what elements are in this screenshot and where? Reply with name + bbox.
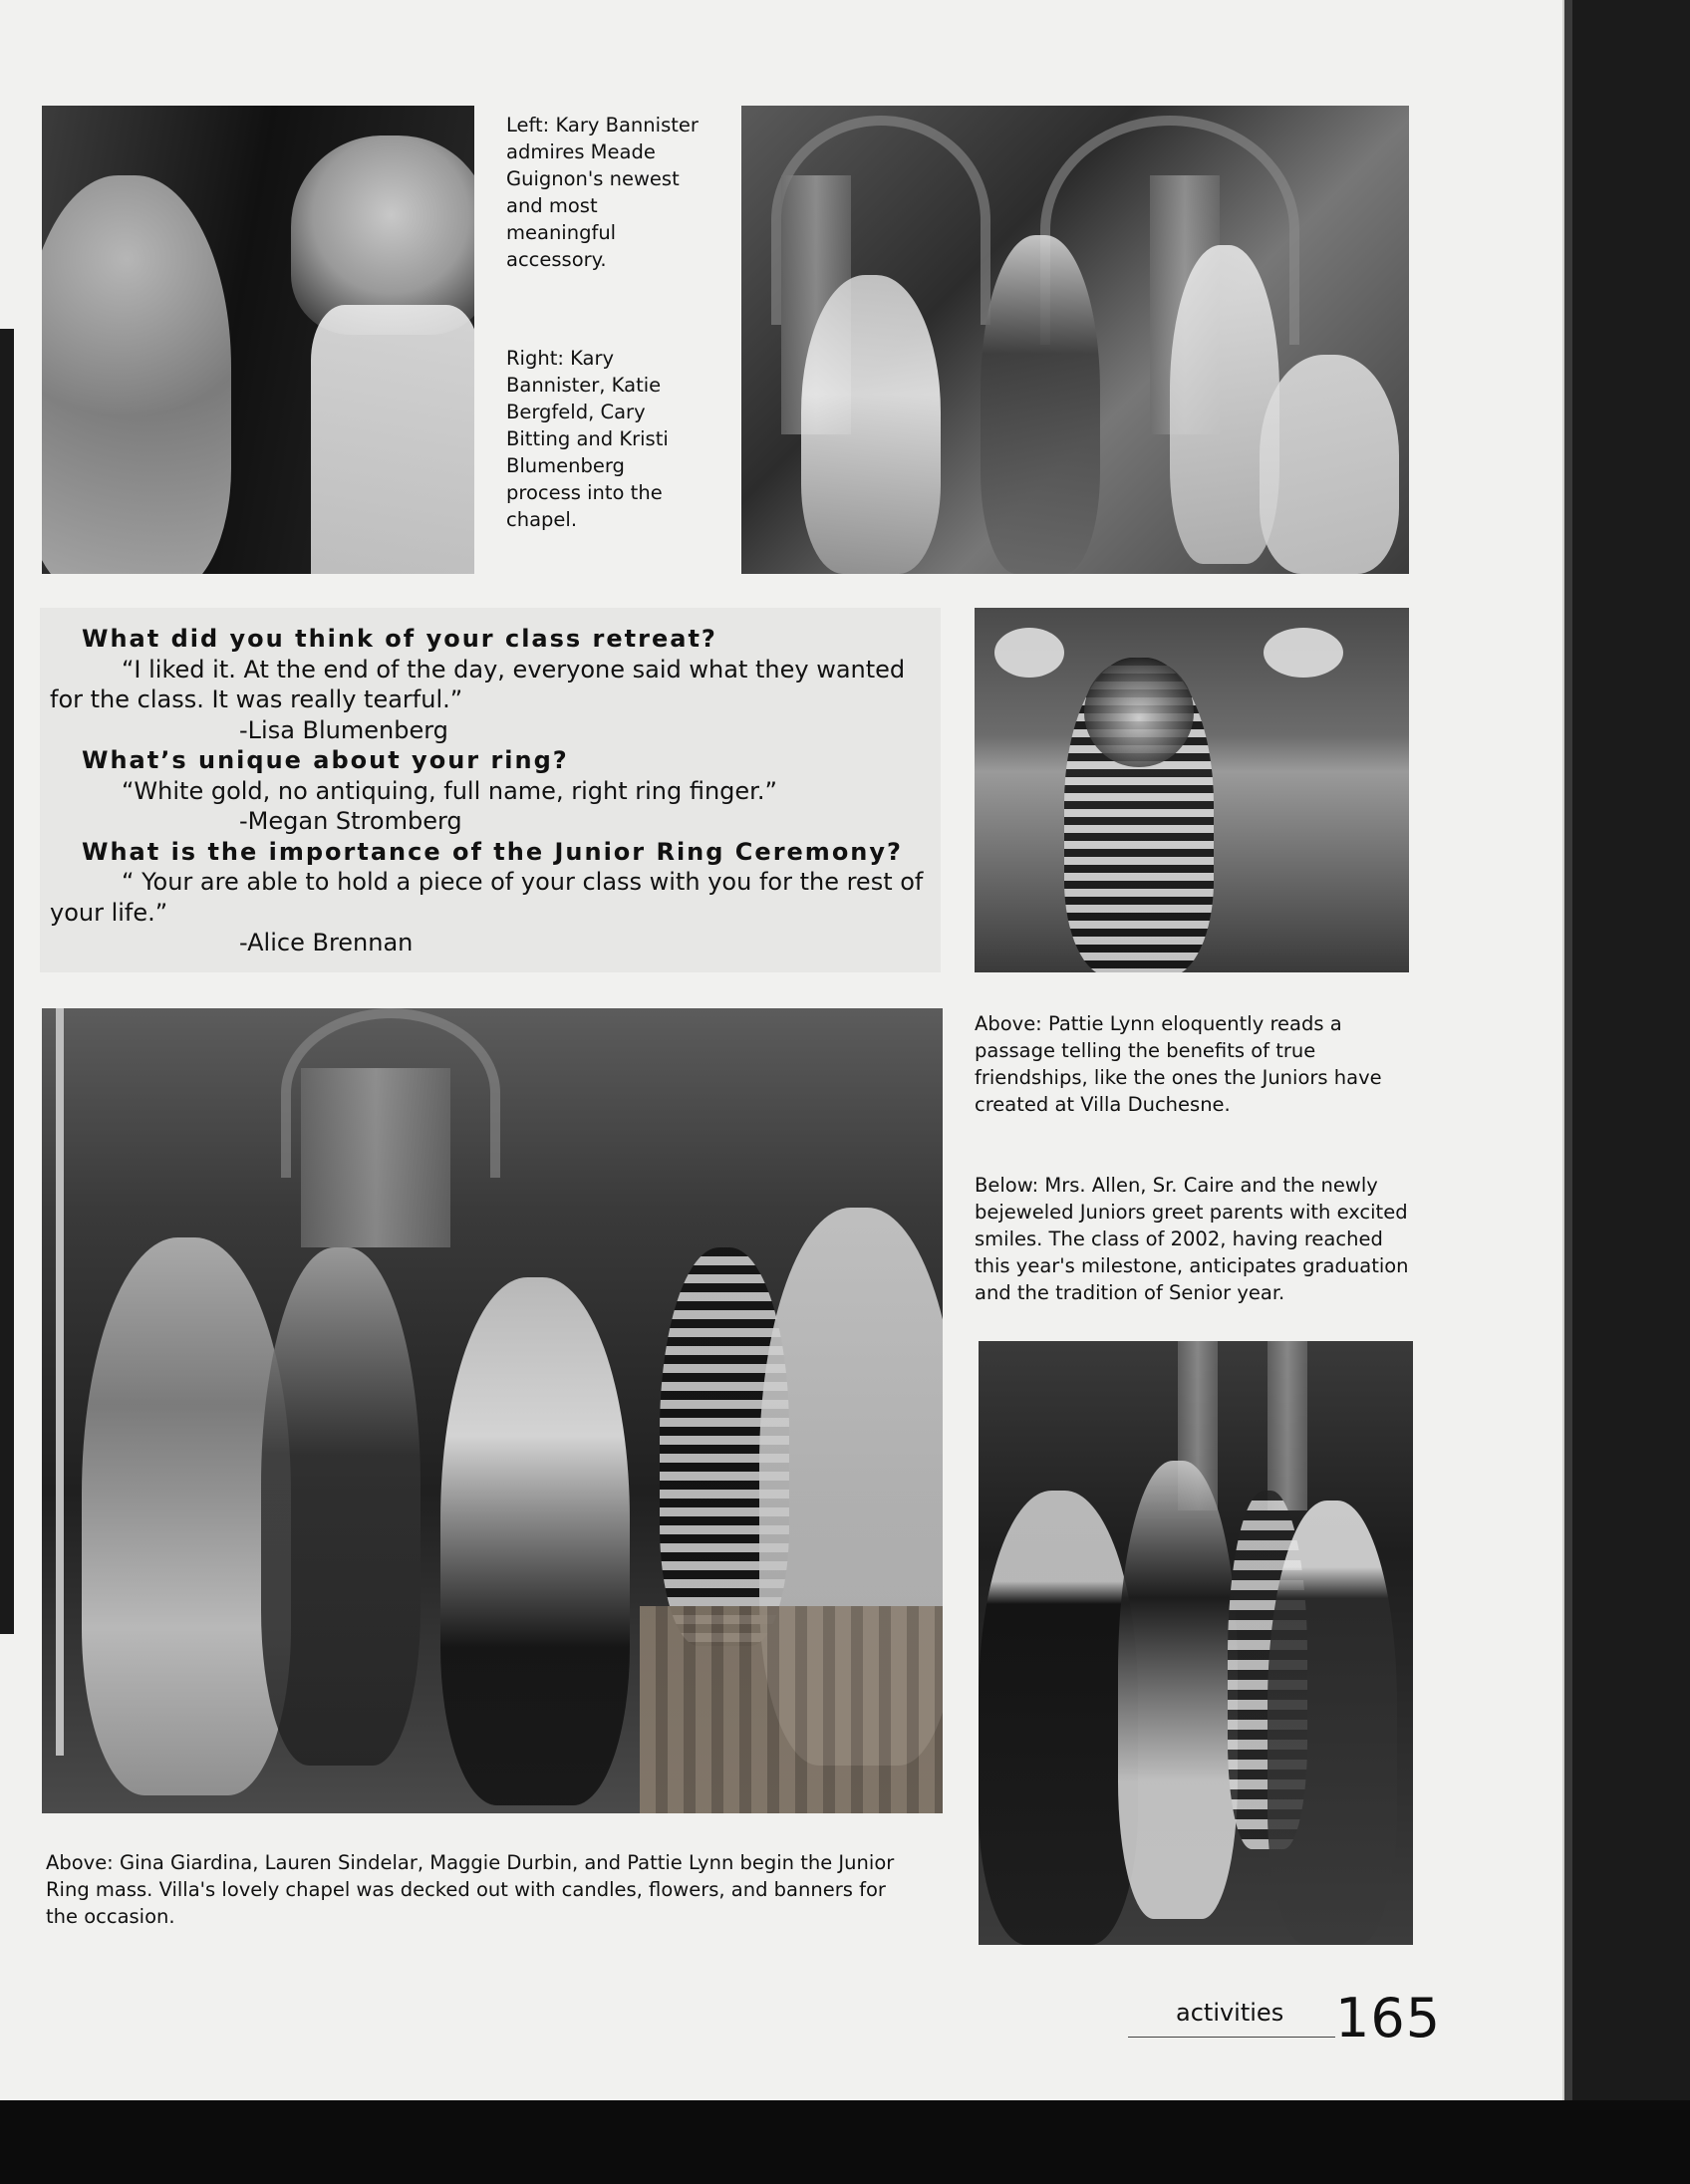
answer-3: “ Your are able to hold a piece of your class with you for the rest of your life.” bbox=[50, 868, 924, 927]
question-1: What did you think of your class retreat? bbox=[82, 625, 717, 653]
photo-chapel-procession bbox=[741, 106, 1409, 574]
caption-above-pattie: Above: Pattie Lynn eloquently reads a passage telling the benefits of true friendships, like the ones the Juniors have created at Villa Duchesne. bbox=[975, 1012, 1382, 1116]
qa-block bbox=[50, 624, 927, 958]
speaker-1: -Lisa Blumenberg bbox=[239, 715, 448, 744]
photo-ring-mass bbox=[42, 1008, 943, 1813]
section-label: activities bbox=[1176, 1999, 1284, 2027]
caption-above-gina: Above: Gina Giardina, Lauren Sindelar, Maggie Durbin, and Pattie Lynn begin the Junior Ring mass. Villa's lovely chapel was decked out with candles, flowers, and banners for the occasion. bbox=[46, 1851, 895, 1928]
answer-2: “White gold, no antiquing, full name, right ring finger.” bbox=[122, 776, 777, 805]
footer-rule bbox=[1128, 2037, 1335, 2038]
speaker-2: -Megan Stromberg bbox=[239, 807, 462, 835]
photo-ring-admire bbox=[42, 106, 474, 574]
speaker-3: -Alice Brennan bbox=[239, 929, 414, 956]
photo-pattie-reading bbox=[975, 608, 1409, 972]
answer-1: “I liked it. At the end of the day, everyone said what they wanted for the class. It was really tearful.” bbox=[50, 655, 906, 713]
caption-right: Right: Kary Bannister, Katie Bergfeld, Cary Bitting and Kristi Blumenberg process into the chapel. bbox=[506, 347, 669, 531]
photo-greet-parents bbox=[979, 1341, 1413, 1945]
question-3: What is the importance of the Junior Ring Ceremony? bbox=[82, 837, 903, 866]
caption-below-allen: Below: Mrs. Allen, Sr. Caire and the newly bejeweled Juniors greet parents with excited smiles. The class of 2002, having reached this year's milestone, anticipates graduation and the tradition of Senior year. bbox=[975, 1174, 1409, 1304]
caption-left: Left: Kary Bannister admires Meade Guignon's newest and most meaningful accessory. bbox=[506, 114, 699, 271]
page-edge bbox=[1564, 0, 1690, 2100]
binding-shadow bbox=[0, 329, 14, 1634]
question-2: What’s unique about your ring? bbox=[82, 746, 569, 774]
page-number: 165 bbox=[1335, 1987, 1442, 2049]
